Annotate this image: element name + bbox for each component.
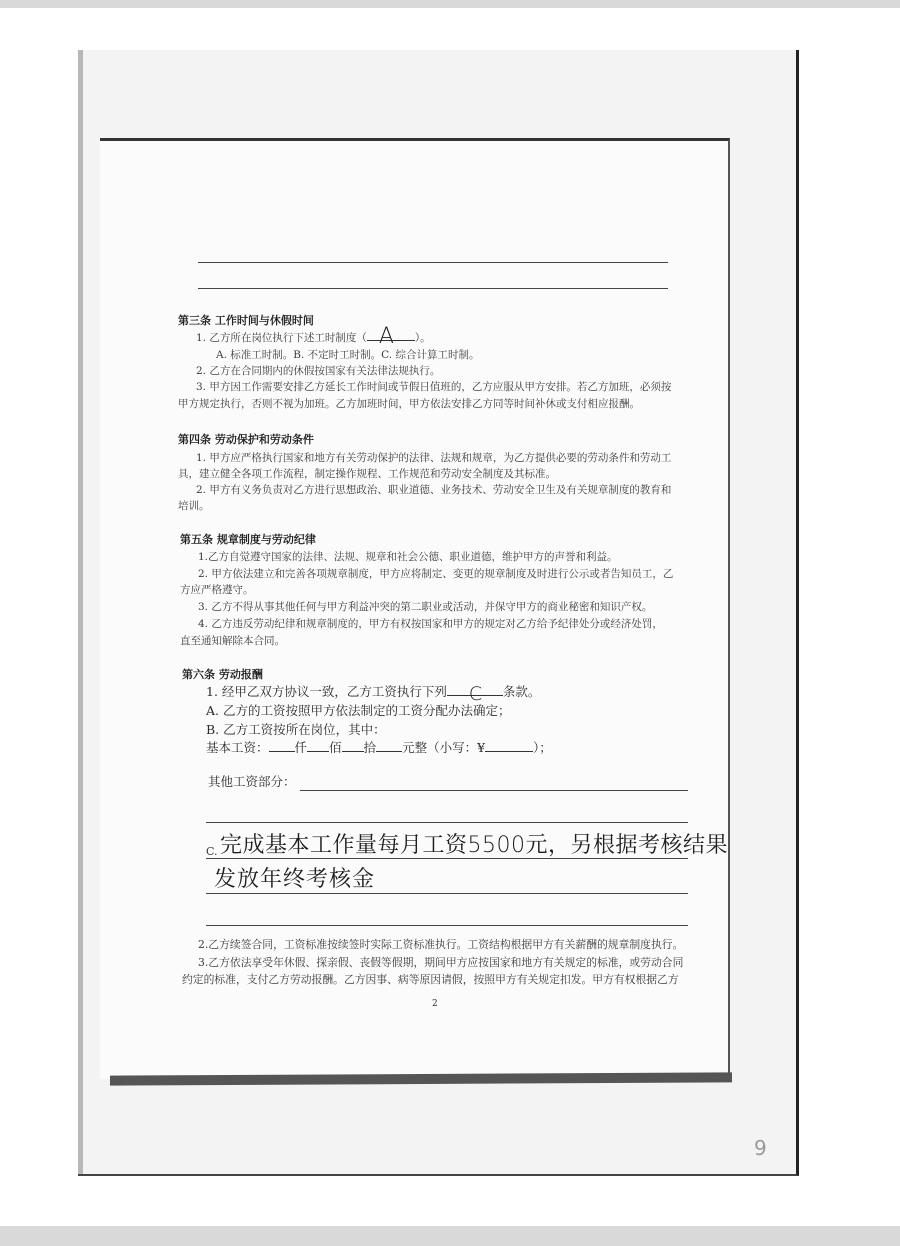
- article-5-line-4: 3. 乙方不得从事其他任何与甲方利益冲突的第二职业或活动，并保守甲方的商业秘密和知识产权。: [198, 601, 653, 613]
- article-6-line-3: B. 乙方工资按所在岗位，其中：: [206, 722, 386, 737]
- article-6-line-1: [206, 683, 541, 705]
- article-6-line-1-end: 条款。: [502, 684, 541, 699]
- bai-unit: 佰: [329, 740, 342, 755]
- corner-mark: 9: [754, 1136, 767, 1160]
- sheet-edge-shadow: [78, 50, 83, 1174]
- wage-clause-fill: C: [468, 683, 483, 705]
- article-4-line-3: 2. 甲方有义务负责对乙方进行思想政治、职业道德、业务技术、劳动安全卫生及有关规章制度的教育和: [196, 484, 672, 496]
- handwritten-line-1: [206, 858, 688, 859]
- article-5-line-1: 1.乙方自觉遵守国家的法律、法规、规章和社会公德、职业道德，维护甲方的声誉和利益。: [198, 551, 618, 563]
- article-5-line-2: 2. 甲方依法建立和完善各项规章制度，甲方应将制定、变更的规章制度及时进行公示或者告知员工，乙: [198, 568, 674, 580]
- article-3-line-2: A. 标准工时制。B. 不定时工时制。C. 综合计算工时制。: [216, 349, 480, 361]
- article-3-line-5: 甲方规定执行，否则不视为加班。乙方加班时间，甲方依法安排乙方同等时间补休或支付相应报酬。: [178, 398, 640, 410]
- yuan-unit: 元整（小写：¥: [402, 740, 486, 755]
- article-4-line-2: 具，建立健全各项工作流程，制定操作规程、工作规范和劳动安全制度及其标准。: [178, 468, 556, 480]
- other-wage-line-1: [300, 790, 688, 791]
- shi-unit: 拾: [363, 740, 377, 755]
- article-5-line-6: 直至通知解除本合同。: [180, 635, 285, 647]
- handwritten-wage-line-2: 发放年终考核金: [214, 867, 376, 892]
- page-number: 2: [432, 999, 438, 1009]
- article-3-line-1-end: ）。: [414, 332, 431, 344]
- article-3-line-1: [196, 324, 431, 349]
- article-3-line-3: 2. 乙方在合同期内的休假按国家有关法律法规执行。: [196, 365, 441, 377]
- article-3-line-4: 3. 甲方因工作需要安排乙方延长工作时间或节假日值班的，乙方应服从甲方安排。若乙方加班，必须按: [196, 381, 672, 393]
- other-wage-label: 其他工资部分：: [208, 774, 296, 789]
- article-4-line-4: 培训。: [178, 500, 210, 512]
- base-wage-line: [206, 741, 552, 755]
- option-c-label: C.: [206, 845, 218, 858]
- article-6-line-2: A. 乙方的工资按照甲方依法制定的工资分配办法确定；: [206, 703, 511, 718]
- article-4-heading: 第四条 劳动保护和劳动条件: [178, 433, 314, 446]
- article-4-line-1: 1. 甲方应严格执行国家和地方有关劳动保护的法律、法规和规章，为乙方提供必要的劳动条件和劳动工: [196, 452, 672, 464]
- blank-line-1: [198, 262, 668, 263]
- article-5-line-3: 方应严格遵守。: [180, 584, 254, 596]
- handwritten-line-2: [206, 893, 688, 894]
- blank-line-2: [198, 288, 668, 289]
- bottom-frame-bar: [0, 1226, 900, 1246]
- blank-line-3: [206, 925, 688, 926]
- base-wage-end: ）；: [533, 740, 552, 755]
- article-3-heading: 第三条 工作时间与休假时间: [178, 314, 314, 327]
- qian-unit: 仟: [294, 740, 308, 755]
- handwritten-wage-line-1: 完成基本工作量每月工资5500元，另根据考核结果: [220, 833, 728, 858]
- article-5-line-5: 4. 乙方违反劳动纪律和规章制度的，甲方有权按国家和甲方的规定对乙方给予纪律处分或经济处罚，: [198, 618, 663, 630]
- article-6-para-3a: 3.乙方依法享受年休假、探亲假、丧假等假期，期间甲方应按国家和地方有关规定的标准，或劳动合同: [198, 956, 684, 969]
- article-5-heading: 第五条 规章制度与劳动纪律: [180, 533, 316, 546]
- other-wage-line-2: [206, 822, 688, 823]
- article-6-heading: 第六条 劳动报酬: [182, 668, 263, 681]
- article-6-line-1-text: 1. 经甲乙双方协议一致，乙方工资执行下列: [206, 684, 447, 699]
- top-frame-bar: [0, 0, 900, 8]
- article-6-para-3b: 约定的标准，支付乙方劳动报酬。乙方因事、病等原因请假，按照甲方有关规定扣发。甲方有权根据乙方: [182, 973, 679, 986]
- base-wage-label: 基本工资：: [206, 740, 269, 755]
- article-6-para-2: 2.乙方续签合同，工资标准按续签时实际工资标准执行。工资结构根据甲方有关薪酬的规章制度执行。: [198, 938, 684, 951]
- article-3-line-1-text: 1. 乙方所在岗位执行下述工时制度（: [196, 332, 367, 344]
- work-hour-system-fill: A: [378, 324, 394, 349]
